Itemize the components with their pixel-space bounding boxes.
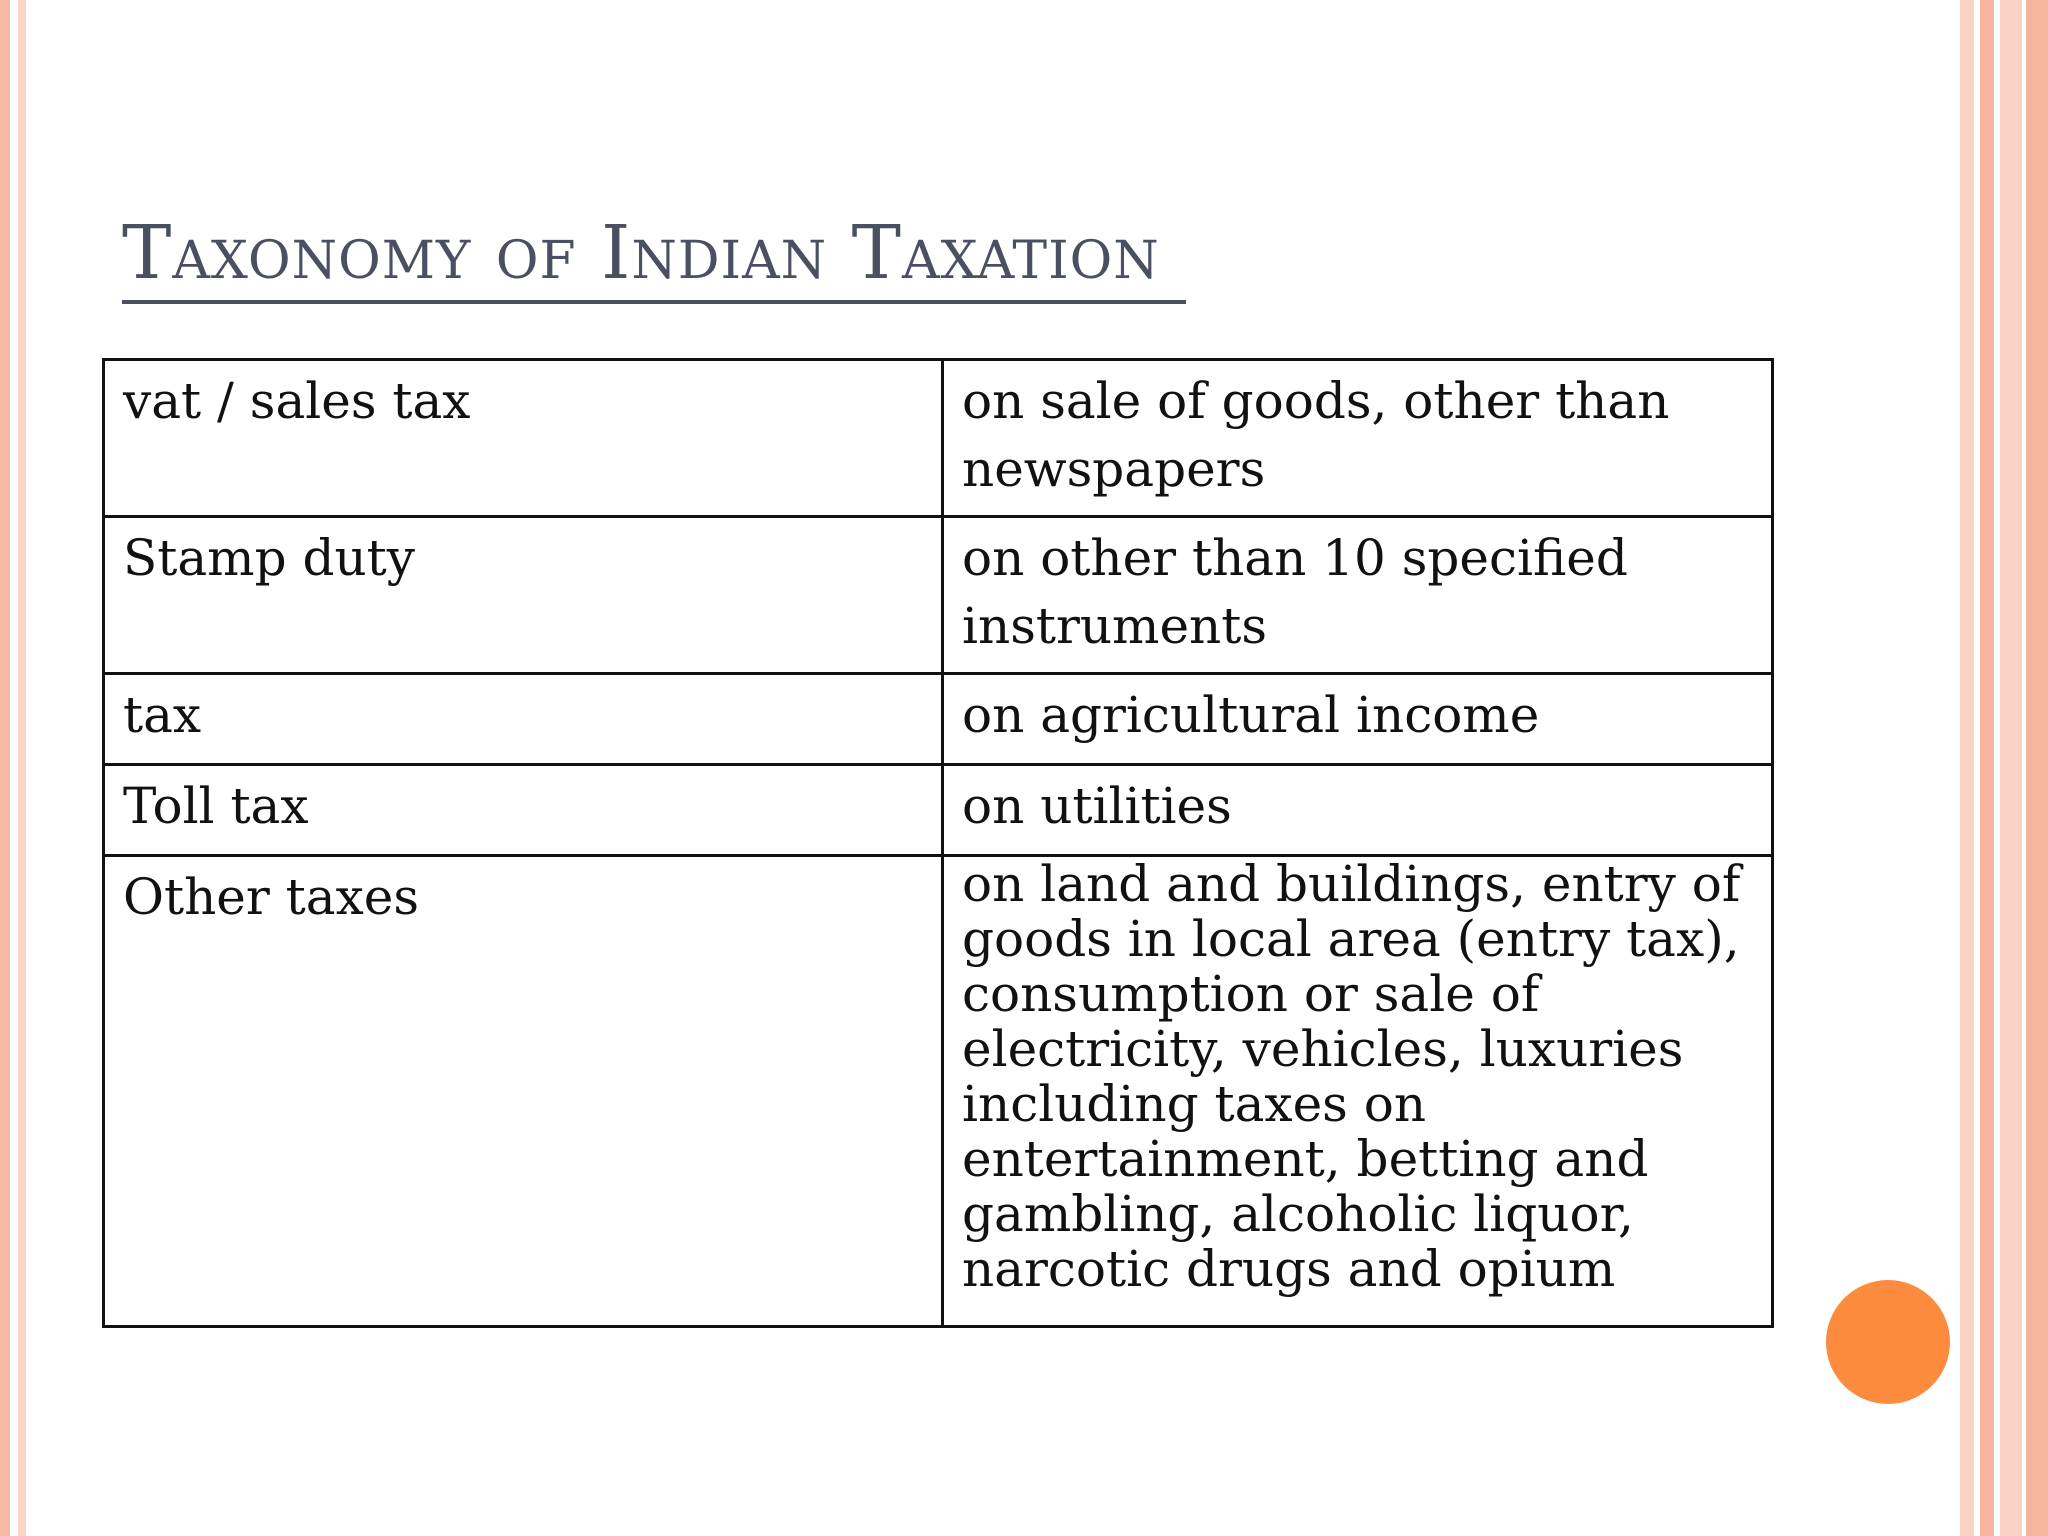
right-decorative-bar-2 bbox=[1980, 0, 1994, 1536]
table-row bbox=[104, 856, 1773, 1327]
right-decorative-bar-1 bbox=[1960, 0, 1974, 1536]
tax-name-cell: vat / sales tax bbox=[104, 360, 943, 517]
table-row bbox=[104, 360, 1773, 517]
taxation-table bbox=[102, 358, 1774, 1328]
right-decorative-bar-3 bbox=[2000, 0, 2022, 1536]
tax-name-cell: Toll tax bbox=[104, 765, 943, 856]
table-row bbox=[104, 517, 1773, 674]
left-decorative-bar-inner bbox=[18, 0, 26, 1536]
tax-description-cell: on land and buildings, entry of goods in local area (entry tax), consumption or sale of electricity, vehicles, luxuries including taxes on entertainment, betting and gambling, alcoholic liquor, narcotic drugs and opium bbox=[943, 856, 1773, 1327]
tax-description-cell: on sale of goods, other than newspapers bbox=[943, 360, 1773, 517]
tax-name-cell: Stamp duty bbox=[104, 517, 943, 674]
slide-title: Taxonomy of Indian Taxation bbox=[122, 210, 1160, 296]
tax-description-cell: on agricultural income bbox=[943, 674, 1773, 765]
table-row bbox=[104, 674, 1773, 765]
tax-description-cell: on other than 10 specified instruments bbox=[943, 517, 1773, 674]
right-decorative-bar-4 bbox=[2026, 0, 2048, 1536]
left-decorative-bar bbox=[0, 0, 10, 1536]
tax-description-cell: on utilities bbox=[943, 765, 1773, 856]
tax-name-cell: Other taxes bbox=[104, 856, 943, 1327]
tax-name-cell: tax bbox=[104, 674, 943, 765]
title-underline bbox=[122, 300, 1186, 304]
table-row bbox=[104, 765, 1773, 856]
accent-circle bbox=[1826, 1280, 1950, 1404]
